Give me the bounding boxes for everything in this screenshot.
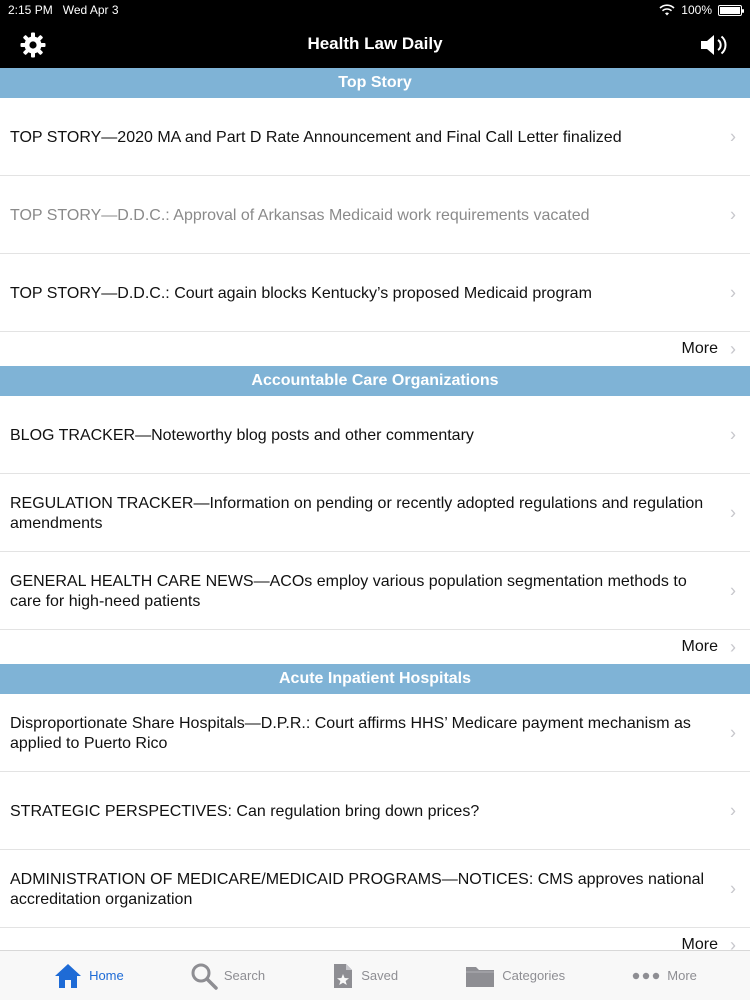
more-dots-icon	[631, 971, 661, 981]
list-item-text: BLOG TRACKER—Noteworthy blog posts and other commentary	[10, 426, 474, 444]
more-link-top-story[interactable]	[0, 332, 750, 366]
tab-categories-label: Categories	[502, 968, 566, 983]
saved-icon	[331, 962, 355, 990]
chevron-right-icon: ›	[730, 204, 736, 224]
chevron-right-icon: ›	[730, 338, 736, 359]
chevron-right-icon: ›	[730, 282, 736, 302]
section-header-aco: Accountable Care Organizations	[0, 366, 750, 396]
nav-bar	[0, 20, 750, 68]
page-title: Health Law Daily	[307, 34, 443, 53]
more-label: More	[681, 936, 718, 950]
chevron-right-icon: ›	[730, 934, 736, 950]
more-label: More	[681, 638, 718, 655]
list-item[interactable]	[0, 98, 750, 176]
more-label: More	[681, 340, 718, 357]
chevron-right-icon: ›	[730, 424, 736, 444]
list-item-text: TOP STORY—D.D.C.: Court again blocks Kentucky’s proposed Medicaid program	[10, 284, 592, 302]
tab-saved[interactable]	[331, 962, 398, 990]
battery-percent: 100%	[681, 3, 712, 17]
news-list	[0, 68, 750, 950]
list-item[interactable]	[0, 552, 750, 630]
status-time: 2:15 PM	[8, 3, 53, 17]
list-item[interactable]	[0, 254, 750, 332]
list-item-text: Disproportionate Share Hospitals—D.P.R.: Court affirms HHS’ Medicare payment mechanism as applied to Puerto Rico	[10, 714, 691, 752]
section-header-top-story: Top Story	[0, 68, 750, 98]
tab-search-label: Search	[223, 968, 266, 983]
chevron-right-icon: ›	[730, 580, 736, 600]
tab-more-label: More	[667, 968, 697, 983]
list-item[interactable]	[0, 772, 750, 850]
wifi-icon	[659, 4, 675, 16]
tab-categories[interactable]	[464, 963, 565, 989]
tab-home[interactable]	[53, 962, 124, 990]
list-item[interactable]	[0, 694, 750, 772]
tab-home-label: Home	[89, 968, 124, 983]
status-date: Wed Apr 3	[62, 3, 119, 17]
list-item-text: ADMINISTRATION OF MEDICARE/MEDICAID PROGRAMS—NOTICES: CMS approves national accreditation organization	[10, 870, 705, 908]
list-item[interactable]	[0, 474, 750, 552]
section-header-acute-inpatient: Acute Inpatient Hospitals	[0, 664, 750, 694]
settings-button[interactable]	[18, 30, 48, 60]
list-item[interactable]	[0, 176, 750, 254]
tab-search[interactable]	[190, 962, 265, 990]
list-item-text: GENERAL HEALTH CARE NEWS—ACOs employ various population segmentation methods to care for high-need patients	[10, 572, 687, 610]
chevron-right-icon: ›	[730, 800, 736, 820]
list-item[interactable]	[0, 396, 750, 474]
audio-button[interactable]	[698, 30, 732, 60]
chevron-right-icon: ›	[730, 502, 736, 522]
tab-bar	[0, 950, 750, 1000]
tab-saved-label: Saved	[361, 968, 399, 983]
list-item[interactable]	[0, 850, 750, 928]
status-bar	[0, 0, 750, 20]
tab-more[interactable]	[631, 968, 697, 983]
folder-icon	[464, 963, 496, 989]
list-item-text: STRATEGIC PERSPECTIVES: Can regulation bring down prices?	[10, 802, 480, 820]
more-link-acute-inpatient[interactable]	[0, 928, 750, 950]
list-item-text: REGULATION TRACKER—Information on pending or recently adopted regulations and regulation amendments	[10, 494, 704, 532]
gear-icon	[19, 31, 47, 59]
chevron-right-icon: ›	[730, 126, 736, 146]
list-item-text: TOP STORY—D.D.C.: Approval of Arkansas Medicaid work requirements vacated	[10, 206, 590, 224]
chevron-right-icon: ›	[730, 722, 736, 742]
chevron-right-icon: ›	[730, 878, 736, 898]
chevron-right-icon: ›	[730, 636, 736, 657]
speaker-icon	[699, 32, 731, 58]
list-item-text: TOP STORY—2020 MA and Part D Rate Announcement and Final Call Letter finalized	[10, 128, 622, 146]
battery-icon	[718, 5, 742, 16]
home-icon	[53, 962, 83, 990]
search-icon	[190, 962, 218, 990]
more-link-aco[interactable]	[0, 630, 750, 664]
